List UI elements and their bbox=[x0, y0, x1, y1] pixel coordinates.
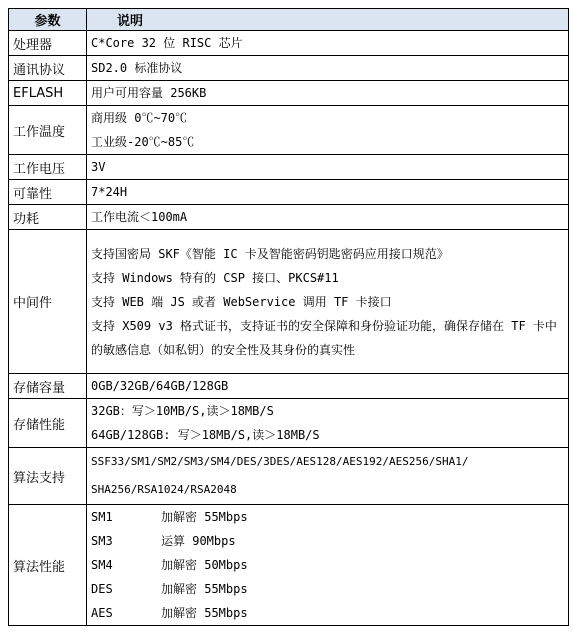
row-param: 存储容量 bbox=[9, 374, 87, 399]
desc-line: 3V bbox=[91, 160, 106, 174]
desc-line: 7*24H bbox=[91, 185, 128, 199]
row-desc bbox=[87, 230, 569, 374]
table-row bbox=[9, 505, 569, 626]
perf-algo: DES bbox=[91, 582, 113, 596]
header-param: 参数 bbox=[9, 9, 87, 31]
row-desc bbox=[87, 505, 569, 626]
header-row bbox=[9, 9, 569, 31]
desc-line: 64GB/128GB: 写＞18MB/S,读＞18MB/S bbox=[91, 428, 320, 442]
perf-value: 加解密 55Mbps bbox=[161, 582, 248, 596]
perf-value: 加解密 50Mbps bbox=[161, 558, 248, 572]
row-desc bbox=[87, 106, 569, 155]
table-row bbox=[9, 31, 569, 56]
table-row bbox=[9, 230, 569, 374]
table-row bbox=[9, 399, 569, 448]
row-desc bbox=[87, 180, 569, 205]
table-row bbox=[9, 155, 569, 180]
row-param: 算法性能 bbox=[9, 505, 87, 626]
row-param: 功耗 bbox=[9, 205, 87, 230]
perf-value: 加解密 55Mbps bbox=[161, 606, 248, 620]
desc-line: C*Core 32 位 RISC 芯片 bbox=[91, 36, 243, 50]
row-param: 算法支持 bbox=[9, 448, 87, 505]
desc-line: 支持 WEB 端 JS 或者 WebService 调用 TF 卡接口 bbox=[91, 294, 392, 309]
table-row bbox=[9, 106, 569, 155]
desc-line: 32GB：写＞10MB/S,读＞18MB/S bbox=[91, 404, 274, 418]
row-desc bbox=[87, 205, 569, 230]
row-desc bbox=[87, 31, 569, 56]
spec-table bbox=[8, 8, 569, 626]
desc-line: 支持 X509 v3 格式证书，支持证书的安全保障和身份验证功能，确保存储在 TF 卡中的敏感信息（如私钥）的安全性及其身份的真实性 bbox=[91, 318, 557, 357]
desc-line: 工作电流＜100mA bbox=[91, 210, 188, 224]
perf-algo: SM4 bbox=[91, 558, 113, 572]
row-param: 存储性能 bbox=[9, 399, 87, 448]
desc-line: 支持国密局 SKF《智能 IC 卡及智能密码钥匙密码应用接口规范》 bbox=[91, 246, 449, 261]
row-desc bbox=[87, 399, 569, 448]
desc-line: 用户可用容量 256KB bbox=[91, 86, 207, 100]
row-param: 处理器 bbox=[9, 31, 87, 56]
header-desc: 说明 bbox=[87, 9, 569, 31]
row-desc bbox=[87, 81, 569, 106]
desc-line: SSF33/SM1/SM2/SM3/SM4/DES/3DES/AES128/AES192/AES256/SHA1/ bbox=[91, 455, 469, 468]
row-param: 中间件 bbox=[9, 230, 87, 374]
row-desc bbox=[87, 374, 569, 399]
desc-line: SHA256/RSA1024/RSA2048 bbox=[91, 483, 237, 496]
row-desc bbox=[87, 448, 569, 505]
row-param: EFLASH bbox=[9, 81, 87, 106]
row-param: 工作温度 bbox=[9, 106, 87, 155]
row-param: 通讯协议 bbox=[9, 56, 87, 81]
desc-line: 商用级 0℃~70℃ bbox=[91, 111, 188, 125]
table-row bbox=[9, 180, 569, 205]
perf-row bbox=[91, 577, 564, 601]
perf-value: 加解密 55Mbps bbox=[161, 510, 248, 524]
desc-line: 0GB/32GB/64GB/128GB bbox=[91, 379, 229, 393]
desc-line: SD2.0 标准协议 bbox=[91, 61, 183, 75]
perf-algo: AES bbox=[91, 606, 113, 620]
perf-row bbox=[91, 505, 564, 529]
table-row bbox=[9, 448, 569, 505]
table-row bbox=[9, 81, 569, 106]
perf-row bbox=[91, 529, 564, 553]
table-row bbox=[9, 56, 569, 81]
perf-algo: SM3 bbox=[91, 534, 113, 548]
desc-line: 支持 Windows 特有的 CSP 接口、PKCS#11 bbox=[91, 270, 339, 285]
row-param: 可靠性 bbox=[9, 180, 87, 205]
row-desc bbox=[87, 56, 569, 81]
perf-row bbox=[91, 601, 564, 625]
perf-value: 运算 90Mbps bbox=[161, 534, 236, 548]
row-param: 工作电压 bbox=[9, 155, 87, 180]
row-desc bbox=[87, 155, 569, 180]
desc-line: 工业级-20℃~85℃ bbox=[91, 135, 195, 149]
perf-algo: SM1 bbox=[91, 510, 113, 524]
table-row bbox=[9, 205, 569, 230]
table-row bbox=[9, 374, 569, 399]
perf-row bbox=[91, 553, 564, 577]
